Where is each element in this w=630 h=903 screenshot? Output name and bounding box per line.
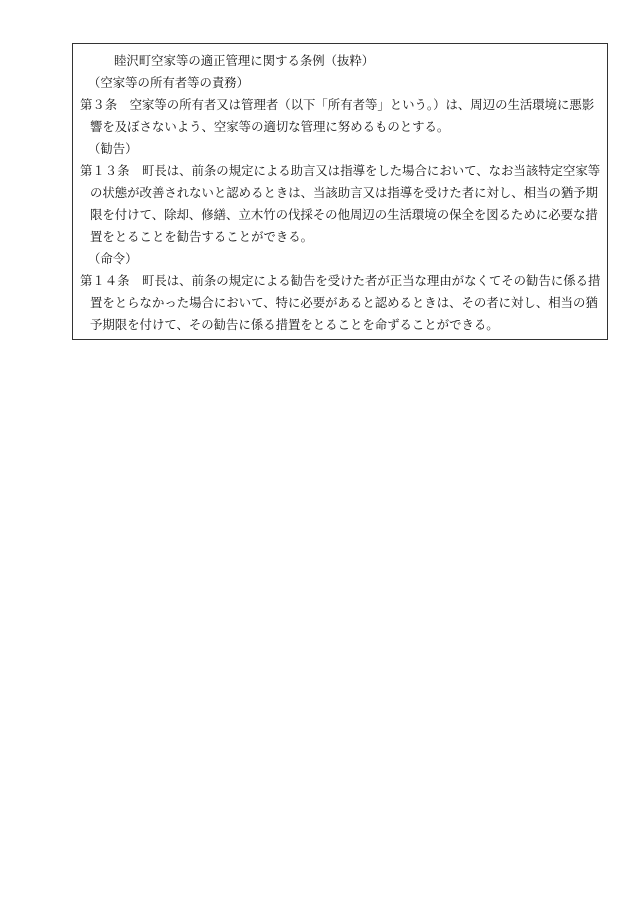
article-13-line-1: 第１３条 町長は、前条の規定による助言又は指導をした場合において、なお当該特定空家等 xyxy=(80,163,601,178)
article-3-number: 第３条 xyxy=(80,97,118,112)
article-13-line-4: 置をとることを勧告することができる。 xyxy=(90,229,314,244)
article-14-line-1: 第１４条 町長は、前条の規定による勧告を受けた者が正当な理由がなくてその勧告に係る措 xyxy=(80,273,601,288)
section-heading-owner-duty: （空家等の所有者等の責務） xyxy=(88,75,250,90)
article-13-line-3: 限を付けて、除却、修繕、立木竹の伐採その他周辺の生活環境の保全を図るために必要な措 xyxy=(90,207,598,222)
section-heading-recommendation: （勧告） xyxy=(88,141,138,156)
document-title: 睦沢町空家等の適正管理に関する条例（抜粋） xyxy=(114,53,375,68)
article-14-line-2: 置をとらなかった場合において、特に必要があると認めるときは、その者に対し、相当の猶 xyxy=(90,295,598,310)
article-14-number: 第１４条 xyxy=(80,273,130,288)
section-heading-order: （命令） xyxy=(88,251,138,266)
article-13-number: 第１３条 xyxy=(80,163,130,178)
article-3-line-2: 響を及ぼさないよう、空家等の適切な管理に努めるものとする。 xyxy=(90,119,450,134)
article-14-line-3: 予期限を付けて、その勧告に係る措置をとることを命ずることができる。 xyxy=(90,317,499,332)
article-3-line-1: 第３条 空家等の所有者又は管理者（以下「所有者等」という。）は、周辺の生活環境に悪影 xyxy=(80,97,595,112)
article-13-line-2: の状態が改善されないと認めるときは、当該助言又は指導を受けた者に対し、相当の猶予期 xyxy=(90,185,599,200)
